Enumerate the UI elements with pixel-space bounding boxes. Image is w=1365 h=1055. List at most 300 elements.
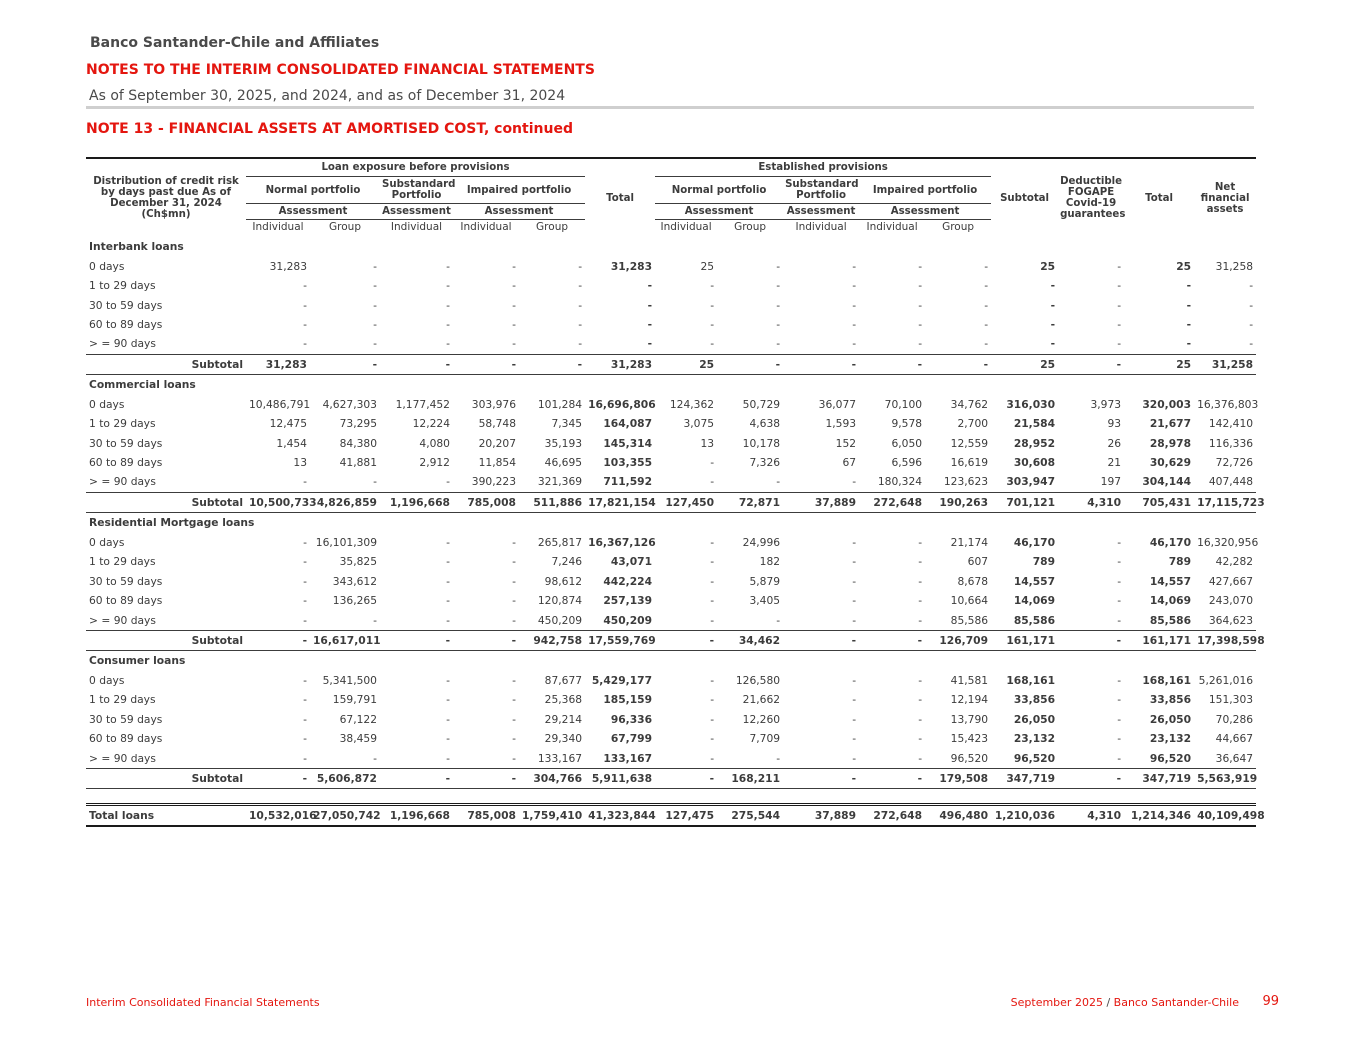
table-cell: - [1186, 337, 1192, 351]
table-cell: 34,762 [950, 397, 989, 411]
table-cell: - [1117, 337, 1122, 351]
table-cell: 26,050 [1013, 712, 1056, 726]
table-cell: 25 [700, 259, 715, 273]
table-cell: 4,627,303 [322, 397, 377, 411]
table-cell: - [303, 279, 307, 293]
spacer-row [86, 789, 1256, 805]
table-cell: - [303, 298, 307, 312]
table-cell: 151,303 [1208, 693, 1254, 707]
table-cell: - [710, 456, 715, 470]
table-cell: - [578, 279, 583, 293]
table-row [86, 710, 1256, 729]
subtotal-cell: - [655, 630, 717, 650]
table-cell: - [710, 574, 715, 588]
table-cell: - [776, 751, 781, 765]
subtotal-cell: 701,121 [991, 492, 1058, 512]
table-cell: 30,608 [1013, 456, 1056, 470]
table-cell: - [852, 259, 857, 273]
subtotal-cell: 511,886 [519, 492, 585, 512]
table-cell: - [446, 613, 450, 627]
table-cell: - [1117, 298, 1122, 312]
table-cell: - [303, 337, 307, 351]
table-cell: 36,077 [818, 397, 857, 411]
table-cell: - [446, 594, 450, 608]
table-row [86, 533, 1256, 552]
subtotal-cell: 25 [1124, 354, 1194, 374]
total-loans-cell: 1,210,036 [991, 805, 1058, 827]
table-cell: - [1050, 317, 1056, 331]
table-row [86, 395, 1256, 414]
table-cell: - [512, 574, 516, 588]
table-cell: - [512, 555, 516, 569]
table-row [86, 295, 1256, 314]
subtotal-cell: - [246, 630, 310, 650]
table-cell: 123,623 [943, 475, 989, 489]
table-cell: - [918, 613, 923, 627]
table-cell: 10,178 [742, 436, 781, 450]
table-cell: - [776, 298, 781, 312]
table-cell: - [1117, 732, 1122, 746]
subtotal-cell: 304,766 [519, 768, 585, 788]
subtotal-cell: - [453, 354, 519, 374]
subtotal-cell: - [859, 630, 925, 650]
normal-portfolio-header: Normal portfolio [246, 177, 380, 204]
table-cell: 5,879 [749, 574, 781, 588]
table-cell: 25 [1040, 259, 1056, 273]
table-cell: 1,454 [276, 436, 307, 450]
table-cell: - [984, 259, 989, 273]
table-cell: 46,170 [1013, 535, 1056, 549]
row-label: 60 to 89 days [89, 594, 163, 608]
table-cell: - [918, 279, 923, 293]
section-title: Consumer loans [89, 654, 186, 668]
table-cell: - [918, 259, 923, 273]
table-cell: 152 [835, 436, 857, 450]
table-cell: - [303, 751, 307, 765]
table-cell: 31,283 [269, 259, 307, 273]
table-cell: 136,265 [332, 594, 377, 608]
table-cell: - [578, 317, 583, 331]
total-loans-label: Total loans [86, 805, 246, 827]
table-cell: 168,161 [1142, 673, 1192, 687]
table-cell: 12,475 [269, 417, 307, 431]
table-cell: - [1249, 298, 1254, 312]
table-cell: - [1117, 279, 1122, 293]
table-cell: - [512, 317, 516, 331]
table-cell: 85,586 [1149, 613, 1192, 627]
table-cell: 3,075 [683, 417, 715, 431]
table-cell: - [710, 279, 715, 293]
table-cell: - [512, 613, 516, 627]
table-cell: - [1249, 279, 1254, 293]
table-row [86, 453, 1256, 472]
table-cell: - [852, 337, 857, 351]
row-label: 30 to 59 days [89, 712, 163, 726]
prov-impaired-portfolio-header: Impaired portfolio [859, 177, 991, 204]
row-label: 0 days [89, 397, 125, 411]
subtotal-cell: 272,648 [859, 492, 925, 512]
subtotal-cell: - [380, 354, 453, 374]
table-cell: - [1117, 317, 1122, 331]
table-cell: 142,410 [1208, 417, 1254, 431]
loan-exposure-header: Loan exposure before provisions [246, 158, 585, 177]
subtotal-row [86, 354, 1256, 374]
total-loans-cell: 40,109,498 [1194, 805, 1256, 827]
table-cell: - [373, 613, 377, 627]
table-cell: 8,678 [957, 574, 989, 588]
table-cell: 85,586 [950, 613, 989, 627]
table-cell: 1,593 [825, 417, 857, 431]
subtotal-cell: - [519, 354, 585, 374]
table-cell: 789 [1032, 555, 1056, 569]
table-row [86, 690, 1256, 709]
prov-substandard-portfolio-header: Substandard Portfolio [783, 177, 859, 204]
subtotal-cell: 190,263 [925, 492, 991, 512]
table-cell: 33,856 [1013, 693, 1056, 707]
table-cell: 6,050 [891, 436, 923, 450]
table-cell: 41,881 [339, 456, 377, 470]
subtotal-cell: - [717, 354, 783, 374]
subtotal-cell: - [1058, 354, 1124, 374]
table-cell: 21,662 [742, 693, 781, 707]
section-header-row [86, 237, 1256, 256]
table-cell: 24,996 [742, 535, 781, 549]
table-cell: 164,087 [603, 417, 653, 431]
table-cell: 28,978 [1149, 436, 1192, 450]
table-cell: 7,345 [551, 417, 583, 431]
row-label: 30 to 59 days [89, 436, 163, 450]
individual-header: Individual [660, 221, 712, 233]
table-cell: - [303, 673, 307, 687]
row-label: > = 90 days [89, 613, 156, 627]
table-cell: - [1117, 574, 1122, 588]
table-cell: 442,224 [603, 574, 653, 588]
table-cell: - [1117, 751, 1122, 765]
table-cell: - [1249, 337, 1254, 351]
table-body [86, 237, 1265, 826]
table-cell: 257,139 [603, 594, 653, 608]
total-loans-cell: 1,196,668 [380, 805, 453, 827]
table-cell: 44,667 [1215, 732, 1254, 746]
table-cell: 43,071 [610, 555, 653, 569]
row-label: 1 to 29 days [89, 555, 156, 569]
total-loans-cell: 275,544 [717, 805, 783, 827]
subtotal-cell: 25 [991, 354, 1058, 374]
subtotal-cell: 72,871 [717, 492, 783, 512]
table-cell: 33,856 [1149, 693, 1192, 707]
table-cell: 12,224 [412, 417, 450, 431]
section-title: Interbank loans [89, 240, 184, 254]
assessment-header: Assessment [859, 204, 991, 220]
table-cell: 303,947 [1006, 475, 1056, 489]
subtotal-cell: - [859, 354, 925, 374]
table-cell: 21,677 [1149, 417, 1192, 431]
table-cell: - [446, 712, 450, 726]
total-loans-cell: 41,323,844 [585, 805, 655, 827]
table-cell: - [776, 475, 781, 489]
table-cell: - [303, 594, 307, 608]
table-cell: - [852, 712, 857, 726]
total-loans-cell: 4,310 [1058, 805, 1124, 827]
subtotal-cell: - [380, 768, 453, 788]
table-cell: 36,647 [1215, 751, 1254, 765]
subtotal-cell: 10,500,733 [246, 492, 310, 512]
total-header: Total [585, 158, 655, 237]
table-cell: - [512, 712, 516, 726]
total-loans-row [86, 805, 1256, 827]
table-cell: 67 [842, 456, 857, 470]
table-cell: - [918, 298, 923, 312]
table-cell: - [512, 337, 516, 351]
table-cell: - [446, 673, 450, 687]
subtotal-row [86, 492, 1256, 512]
table-cell: - [1186, 279, 1192, 293]
table-cell: 87,677 [544, 673, 583, 687]
row-label: 60 to 89 days [89, 732, 163, 746]
row-label: 0 days [89, 673, 125, 687]
table-cell: - [918, 594, 923, 608]
subtotal-cell: - [655, 768, 717, 788]
section-title: Residential Mortgage loans [89, 516, 255, 530]
table-row [86, 748, 1256, 768]
table-cell: 711,592 [603, 475, 653, 489]
deductible-fogape-header: Deductible FOGAPE Covid-19 guarantees [1058, 158, 1124, 237]
table-cell: - [852, 298, 857, 312]
table-cell: 21 [1107, 456, 1122, 470]
table-cell: - [1117, 535, 1122, 549]
table-cell: 85,586 [1013, 613, 1056, 627]
subtotal-cell: - [453, 768, 519, 788]
table-cell: 96,520 [950, 751, 989, 765]
section-header-row [86, 513, 1256, 533]
subtotal-cell: 785,008 [453, 492, 519, 512]
row-label: > = 90 days [89, 475, 156, 489]
table-cell: 21,174 [950, 535, 989, 549]
subtotal-row [86, 768, 1256, 788]
table-cell: - [303, 317, 307, 331]
table-cell: 126,580 [735, 673, 781, 687]
table-row [86, 334, 1256, 354]
table-cell: - [512, 279, 516, 293]
table-cell: 26,050 [1149, 712, 1192, 726]
table-cell: 343,612 [332, 574, 377, 588]
table-row [86, 315, 1256, 334]
subtotal-cell: 168,211 [717, 768, 783, 788]
footer-period [1011, 996, 1239, 1009]
table-cell: 6,596 [891, 456, 923, 470]
subtotal-cell: 705,431 [1124, 492, 1194, 512]
table-cell: - [303, 712, 307, 726]
table-cell: 185,159 [603, 693, 653, 707]
table-cell: - [373, 317, 377, 331]
individual-header: Individual [460, 221, 512, 233]
footer-date: September 2025 [1010, 996, 1103, 1009]
table-cell: 93 [1107, 417, 1122, 431]
table-cell: - [446, 555, 450, 569]
table-cell: - [446, 535, 450, 549]
table-cell: - [512, 298, 516, 312]
table-cell: - [512, 535, 516, 549]
table-cell: - [710, 751, 715, 765]
table-cell: 96,520 [1149, 751, 1192, 765]
table-cell: 120,874 [537, 594, 583, 608]
table-cell: 2,912 [419, 456, 450, 470]
impaired-portfolio-header: Impaired portfolio [453, 177, 585, 204]
row-label: 1 to 29 days [89, 279, 156, 293]
table-cell: - [512, 259, 516, 273]
total-loans-cell: 1,214,346 [1124, 805, 1194, 827]
table-cell: - [710, 712, 715, 726]
table-cell: - [984, 317, 989, 331]
table-cell: 3,405 [749, 594, 781, 608]
subtotal-cell: 347,719 [991, 768, 1058, 788]
table-cell: 67,799 [610, 732, 653, 746]
table-cell: - [578, 298, 583, 312]
notes-title: NOTES TO THE INTERIM CONSOLIDATED FINANCIAL STATEMENTS [86, 62, 595, 78]
table-cell: 321,369 [537, 475, 583, 489]
table-cell: - [446, 337, 450, 351]
table-cell: 31,283 [610, 259, 653, 273]
subtotal-cell: - [783, 630, 859, 650]
table-cell: 41,581 [950, 673, 989, 687]
table-cell: 11,854 [478, 456, 516, 470]
total-loans-cell: 272,648 [859, 805, 925, 827]
subtotal-cell: 161,171 [991, 630, 1058, 650]
credit-risk-table [86, 157, 1265, 827]
table-cell: 73,295 [339, 417, 377, 431]
table-cell: 1,177,452 [395, 397, 450, 411]
table-cell: - [647, 317, 653, 331]
table-cell: - [1117, 613, 1122, 627]
table-cell: 145,314 [603, 436, 653, 450]
subtotal-cell: 17,398,598 [1194, 630, 1256, 650]
group-header: Group [942, 221, 975, 233]
total-loans-cell: 127,475 [655, 805, 717, 827]
table-cell: 23,132 [1013, 732, 1056, 746]
table-cell: 159,791 [332, 693, 377, 707]
row-label: 1 to 29 days [89, 693, 156, 707]
table-cell: - [578, 259, 583, 273]
table-cell: - [647, 279, 653, 293]
table-cell: - [776, 279, 781, 293]
table-cell: 12,260 [742, 712, 781, 726]
subtotal-cell: 34,462 [717, 630, 783, 650]
table-cell: 133,167 [537, 751, 583, 765]
table-row [86, 552, 1256, 571]
table-cell: 13,790 [950, 712, 989, 726]
table-cell: - [1050, 279, 1056, 293]
row-label: 1 to 29 days [89, 417, 156, 431]
table-cell: - [918, 535, 923, 549]
table-cell: - [446, 259, 450, 273]
table-cell: - [710, 673, 715, 687]
table-cell: 320,003 [1142, 397, 1192, 411]
table-cell: 789 [1168, 555, 1192, 569]
table-row [86, 414, 1256, 433]
assessment-header: Assessment [655, 204, 783, 220]
page-number: 99 [1262, 994, 1279, 1009]
table-cell: - [710, 317, 715, 331]
table-cell: - [373, 337, 377, 351]
table-cell: 5,341,500 [322, 673, 377, 687]
table-cell: 9,578 [891, 417, 923, 431]
provisions-total-header: Total [1124, 158, 1194, 237]
table-cell: 316,030 [1006, 397, 1056, 411]
table-cell: - [918, 337, 923, 351]
row-label: 30 to 59 days [89, 298, 163, 312]
subtotal-header: Subtotal [991, 158, 1058, 237]
table-cell: - [918, 673, 923, 687]
table-cell: - [446, 732, 450, 746]
assessment-header: Assessment [453, 204, 585, 220]
table-cell: - [852, 673, 857, 687]
subtotal-cell: 25 [655, 354, 717, 374]
assessment-header: Assessment [783, 204, 859, 220]
table-cell: - [918, 317, 923, 331]
table-cell: - [373, 259, 377, 273]
table-cell: - [852, 693, 857, 707]
table-cell: - [918, 751, 923, 765]
table-cell: 14,069 [1149, 594, 1192, 608]
table-cell: - [1117, 259, 1122, 273]
table-cell: 96,520 [1013, 751, 1056, 765]
table-cell: 25 [1176, 259, 1192, 273]
table-cell: 72,726 [1215, 456, 1254, 470]
header-divider [86, 106, 1254, 109]
table-cell: 25,368 [544, 693, 583, 707]
note-title: NOTE 13 - FINANCIAL ASSETS AT AMORTISED COST, continued [86, 121, 573, 137]
row-label: 0 days [89, 259, 125, 273]
table-cell: 70,286 [1215, 712, 1254, 726]
table-cell: 133,167 [603, 751, 653, 765]
table-cell: 2,700 [957, 417, 989, 431]
table-cell: 180,324 [877, 475, 923, 489]
total-loans-cell: 10,532,016 [246, 805, 310, 827]
subtotal-label: Subtotal [86, 630, 246, 650]
table-cell: - [373, 751, 377, 765]
table-row [86, 591, 1256, 610]
subtotal-label: Subtotal [86, 768, 246, 788]
table-cell: 23,132 [1149, 732, 1192, 746]
row-label: 30 to 59 days [89, 574, 163, 588]
subtotal-cell: 126,709 [925, 630, 991, 650]
table-cell: 407,448 [1208, 475, 1254, 489]
assessment-header: Assessment [246, 204, 380, 220]
table-cell: 16,696,806 [588, 397, 656, 411]
subtotal-cell: 17,821,154 [585, 492, 655, 512]
table-cell: - [303, 613, 307, 627]
table-cell: - [918, 732, 923, 746]
subtotal-cell: - [310, 354, 380, 374]
total-loans-cell: 1,759,410 [519, 805, 585, 827]
subtotal-row [86, 630, 1256, 650]
substandard-portfolio-header: Substandard Portfolio [380, 177, 453, 204]
table-cell: - [1117, 673, 1122, 687]
footer-document-title: Interim Consolidated Financial Statements [86, 996, 320, 1009]
table-cell: - [373, 475, 377, 489]
table-cell: 390,223 [471, 475, 516, 489]
table-cell: 98,612 [544, 574, 583, 588]
table-cell: 4,080 [419, 436, 450, 450]
table-cell: - [647, 298, 653, 312]
table-cell: - [852, 594, 857, 608]
row-label: > = 90 days [89, 337, 156, 351]
table-cell: - [710, 555, 715, 569]
table-cell: - [710, 594, 715, 608]
table-cell: 46,170 [1149, 535, 1192, 549]
table-cell: - [710, 693, 715, 707]
table-cell: 243,070 [1208, 594, 1254, 608]
